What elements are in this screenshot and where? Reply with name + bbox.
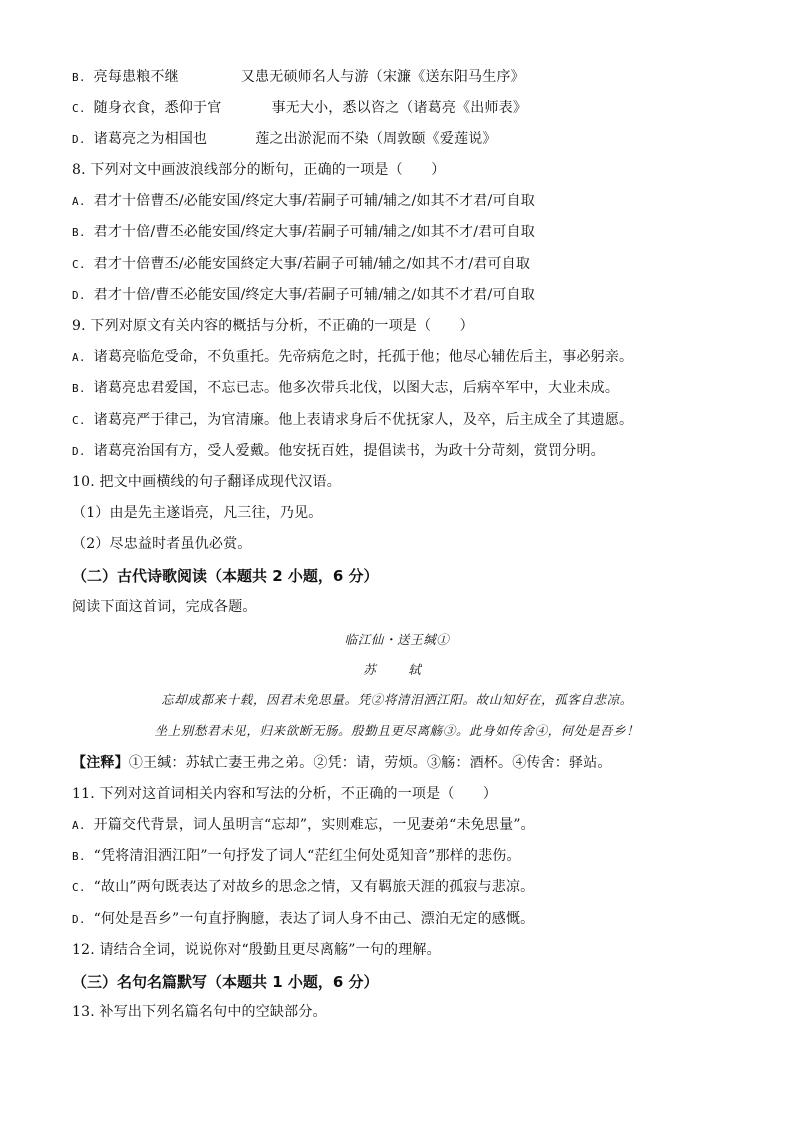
option-left-text: 亮每患粮不继 — [93, 69, 179, 85]
q11-option-c — [72, 878, 534, 897]
option-text: “何处是吾乡”一句直抒胸臆，表达了词人身不由己、漂泊无定的感慨。 — [93, 911, 535, 927]
section-intro: 阅读下面这首词，完成各题。 — [72, 599, 257, 615]
q11-option-b — [72, 847, 521, 866]
option-text: 诸葛亮忠君爱国，不忘已志。他多次带兵北伐，以图大志，后病卒军中，大业未成。 — [93, 380, 620, 396]
q7-option-d — [72, 130, 497, 149]
option-letter: C. — [72, 881, 86, 894]
option-text: 君才十倍曹丕/必能安国/终定大事/若嗣子可辅/辅之/如其不才君/可自取 — [93, 193, 535, 209]
option-right-text: 事无大小，悉以咨之（诸葛亮《出师表》 — [271, 100, 528, 116]
q10-item-2: （2）尽忠益时者虽仇必赏。 — [72, 536, 252, 552]
q11-stem: 11. 下列对这首词相关内容和写法的分析，不正确的一项是（ ） — [72, 786, 498, 802]
option-letter: B. — [72, 850, 86, 863]
note-text: ①王缄：苏轼亡妻王弗之弟。②凭：请，劳烦。③觞：酒杯。④传舍：驿站。 — [128, 755, 612, 771]
option-text: 诸葛亮治国有方，受人爱戴。他安抚百姓，提倡读书，为政十分苛刻，赏罚分明。 — [93, 443, 605, 459]
q7-option-b — [72, 68, 525, 87]
q8-option-d — [72, 286, 535, 305]
option-letter: A. — [72, 195, 86, 208]
option-letter: B. — [72, 226, 86, 239]
poem-author: 苏 轼 — [363, 662, 431, 677]
option-letter: D. — [72, 913, 86, 926]
q7-option-c — [72, 99, 527, 118]
q9-stem: 9. 下列对原文有关内容的概括与分析，不正确的一项是（ ） — [72, 318, 474, 334]
q10-stem: 10. 把文中画横线的句子翻译成现代汉语。 — [72, 474, 341, 490]
option-text: 君才十倍/曹丕必能安国/终定大事/若嗣子可辅/辅之/如其不才君/可自取 — [93, 287, 535, 303]
q9-option-c — [72, 411, 633, 430]
option-letter: A. — [72, 819, 86, 832]
option-text: “故山”两句既表达了对故乡的思念之情，又有羁旅天涯的孤寂与悲凉。 — [93, 879, 535, 895]
q8-option-c — [72, 255, 530, 274]
q9-option-a — [72, 348, 633, 367]
q8-stem: 8. 下列对文中画波浪线部分的断句，正确的一项是（ ） — [72, 162, 446, 178]
q8-option-b — [72, 223, 535, 242]
option-letter: D. — [72, 445, 86, 458]
section-heading-recitation: （三）名句名篇默写（本题共 1 小题，6 分） — [72, 973, 379, 991]
q11-option-d — [72, 910, 534, 929]
option-text: 君才十倍曹丕/必能安国終定大事/若嗣子可辅/辅之/如其不才/君可自取 — [93, 256, 531, 272]
option-letter: D. — [72, 289, 86, 302]
option-text: “凭将清泪洒江阳”一句抒发了词人“茫红尘何处觅知音”那样的悲伤。 — [93, 848, 521, 864]
poem-notes — [72, 754, 612, 772]
option-right-text: 莲之出淤泥而不染（周敦颐《爱莲说》 — [255, 131, 497, 147]
q8-option-a — [72, 192, 535, 211]
option-letter: A. — [72, 351, 86, 364]
option-left-text: 随身衣食，悉仰于官 — [93, 100, 222, 116]
q11-option-a — [72, 816, 535, 835]
option-text: 诸葛亮严于律己，为官清廉。他上表请求身后不优抚家人，及卒，后主成全了其遗愿。 — [93, 412, 634, 428]
section-heading-poetry: （二）古代诗歌阅读（本题共 2 小题，6 分） — [72, 567, 379, 585]
option-right-text: 又患无硕师名人与游（宋濂《送东阳马生序》 — [240, 69, 525, 85]
q12-stem: 12. 请结合全词，说说你对“殷勤且更尽离觞”一句的理解。 — [72, 942, 441, 958]
q13-stem: 13. 补写出下列名篇名句中的空缺部分。 — [72, 1004, 327, 1020]
option-letter: B. — [72, 382, 86, 395]
option-letter: C. — [72, 102, 86, 115]
q9-option-b — [72, 379, 619, 398]
note-tag: 【注释】 — [72, 755, 129, 771]
poem-line-1: 忘却成都来十载，因君未免思量。凭②将清泪洒江阳。故山知好在，孤客自悲凉。 — [161, 692, 633, 707]
q10-item-1: （1）由是先主遂诣亮，凡三往，乃见。 — [72, 505, 323, 521]
option-letter: C. — [72, 258, 86, 271]
option-text: 诸葛亮临危受命，不负重托。先帝病危之时，托孤于他；他尽心辅佐后主，事必躬亲。 — [93, 349, 634, 365]
option-text: 君才十倍/曹丕必能安国/终定大事/若嗣子可辅/辅之/如其不才/君可自取 — [93, 224, 535, 240]
poem-line-2: 坐上别愁君未见，归来欲断无肠。殷勤且更尽离觞③。此身如传舍④，何处是吾乡！ — [154, 723, 640, 738]
q9-option-d — [72, 442, 605, 461]
option-letter: B. — [72, 71, 86, 84]
poem-title: 临江仙・送王缄① — [344, 632, 450, 647]
option-letter: C. — [72, 414, 86, 427]
option-left-text: 诸葛亮之为相国也 — [93, 131, 208, 147]
option-text: 开篇交代背景，词人虽明言“忘却”，实则难忘，一见妻弟“未免思量”。 — [93, 817, 535, 833]
option-letter: D. — [72, 133, 86, 146]
